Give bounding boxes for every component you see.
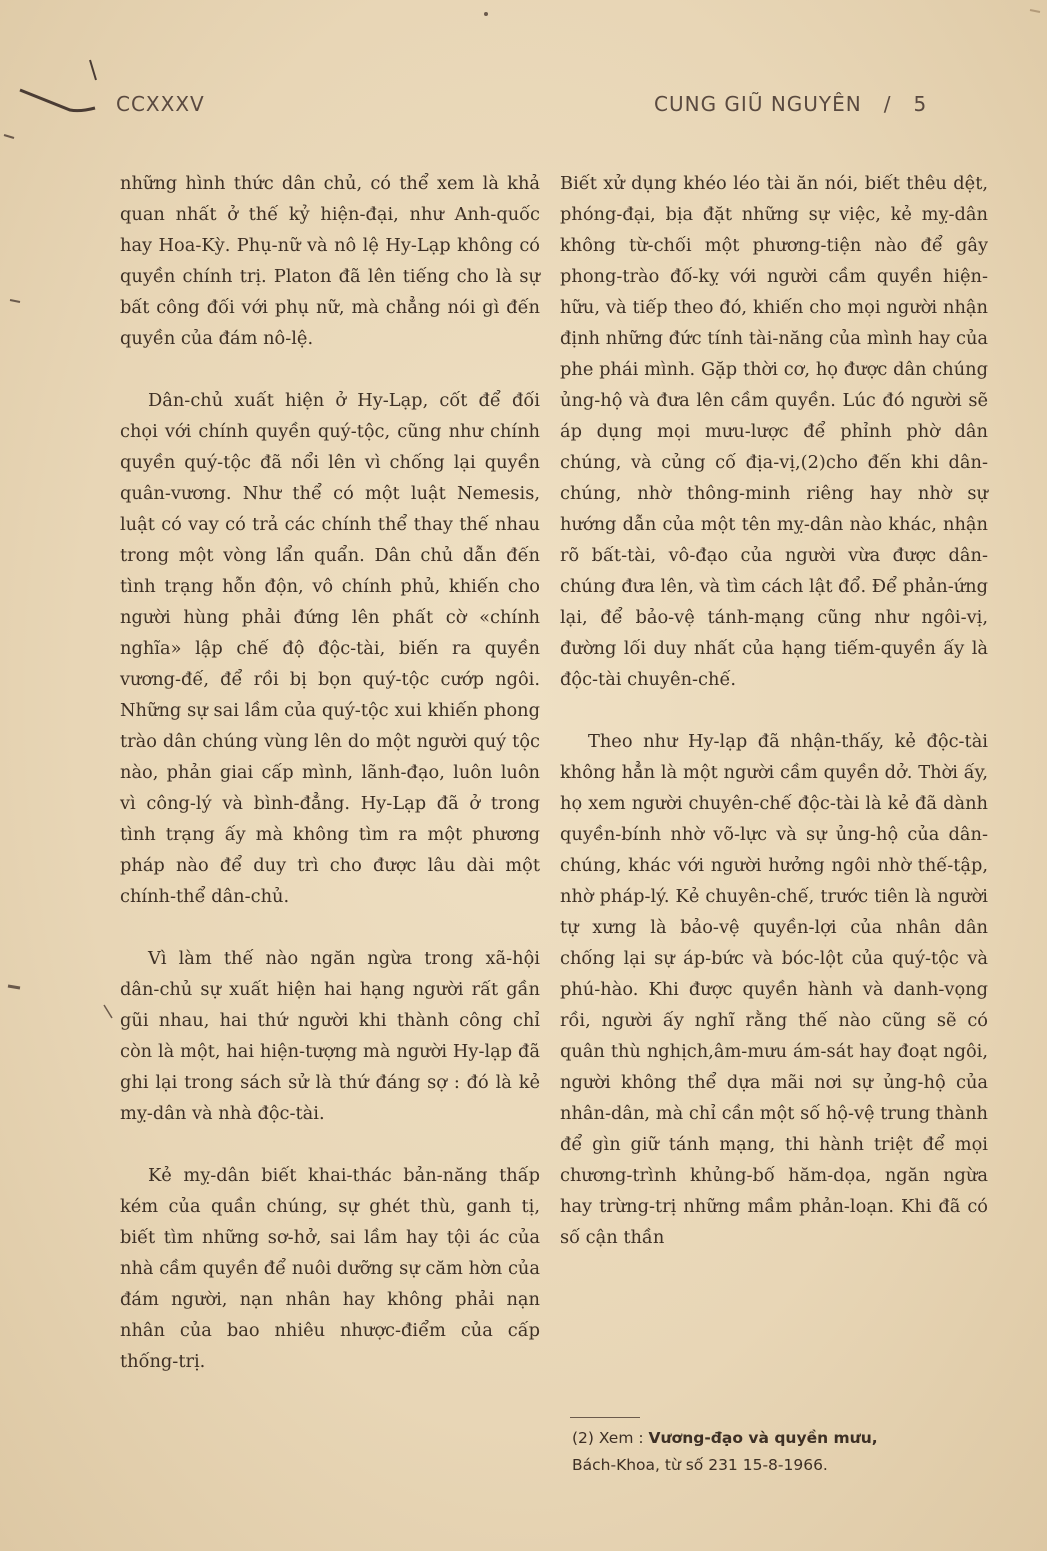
page-number: 5 <box>913 92 928 116</box>
paragraph: Biết xử dụng khéo léo tài ăn nói, biết thêu dệt, phóng-đại, bịa đặt những sự việc, kẻ mỵ-dân không từ-chối một phương-tiện nào để gây phong-trào đố-kỵ với người cầm quyền hiện-hữu, và tiếp theo đó, khiến cho mọi người nhận định những đức tính tài-năng của mình hay của phe phái mình. Gặp thời cơ, họ được dân chúng ủng-hộ và đưa lên cầm quyền. Lúc đó người sẽ áp dụng mọi mưu-lược để phỉnh phờ dân chúng, và củng cố địa-vị,(2)cho đến khi dân-chúng, nhờ thông-minh riêng hay nhờ sự hướng dẫn của một tên mỵ-dân nào khác, nhận rõ bất-tài, vô-đạo của người vừa được dân-chúng đưa lên, và tìm cách lật đổ. Để phản-ứng lại, để bảo-vệ tánh-mạng cũng như ngôi-vị, đường lối duy nhất của hạng tiếm-quyền ấy là độc-tài chuyên-chế. <box>560 173 988 690</box>
right-column <box>560 168 988 1284</box>
footnote-source: Bách-Khoa, từ số 231 15-8-1966. <box>572 1456 828 1474</box>
paragraph: những hình thức dân chủ, có thể xem là khả quan nhất ở thế kỷ hiện-đại, như Anh-quốc hay Hoa-Kỳ. Phụ-nữ và nô lệ Hy-Lạp không có quyền chính trị. Platon đã lên tiếng cho là sự bất công đối với phụ nữ, mà chẳng nói gì đến quyền của đám nô-lệ. <box>120 173 540 349</box>
footnote <box>572 1425 992 1479</box>
paragraph: Dân-chủ xuất hiện ở Hy-Lạp, cốt để đối chọi với chính quyền quý-tộc, cũng như chính quyền quý-tộc đã nổi lên vì chống lại quyền quân-vương. Như thể có một luật Nemesis, luật có vay có trả các chính thể thay thế nhau trong một vòng lẩn quẩn. Dân chủ dẫn đến tình trạng hỗn độn, vô chính phủ, khiến cho người hùng phải đứng lên phất cờ «chính nghĩa» lập chế độ độc-tài, biến ra quyền vương-đế, để rồi bị bọn quý-tộc cướp ngôi. Những sự sai lầm của quý-tộc xui khiến phong trào dân chúng vùng lên do một người quý tộc nào, phản giai cấp mình, lãnh-đạo, luôn luôn vì công-lý và bình-đẳng. Hy-Lạp đã ở trong tình trạng ấy mà không tìm ra một phương pháp nào để duy trì cho được lâu dài một chính-thể dân-chủ. <box>120 390 540 907</box>
footnote-title: Vương-đạo và quyền mưu, <box>648 1429 878 1447</box>
header-separator: / <box>883 92 892 116</box>
paragraph: Theo như Hy-lạp đã nhận-thấy, kẻ độc-tài không hẳn là một người cầm quyền dở. Thời ấy, họ xem người chuyên-chế độc-tài là kẻ đã dành quyền-bính nhờ võ-lực và sự ủng-hộ của dân-chúng, khác với người hưởng ngôi nhờ thế-tập, nhờ pháp-lý. Kẻ chuyên-chế, trước tiên là người tự xưng là bảo-vệ quyền-lợi của nhân dân chống lại sự áp-bức và bóc-lột của quý-tộc và phú-hào. Khi được quyền hành và danh-vọng rồi, người ấy nghĩ rằng thế nào cũng sẽ có quân thù nghịch,âm-mưu ám-sát hay đoạt ngôi, người không thể dựa mãi nơi sự ủng-hộ của nhân-dân, mà chỉ cần một số hộ-vệ trung thành để gìn giữ tánh mạng, thi hành triệt để mọi chương-trình khủng-bố hăm-dọa, ngăn ngừa hay trừng-trị những mầm phản-loạn. Khi đã có số cận thần <box>560 731 988 1248</box>
author-name: CUNG GIŨ NGUYÊN <box>654 92 862 116</box>
running-header <box>0 92 1047 132</box>
issue-number: CCXXXV <box>116 92 205 116</box>
author-page-heading <box>654 92 927 116</box>
paragraph: Vì làm thế nào ngăn ngừa trong xã-hội dân-chủ sự xuất hiện hai hạng người rất gần gũi nhau, hai thứ người khi thành công chỉ còn là một, hai hiện-tượng mà người Hy-lạp đã ghi lại trong sách sử là thứ đáng sợ : đó là kẻ mỵ-dân và nhà độc-tài. <box>120 948 540 1124</box>
footnote-marker: (2) Xem : <box>572 1429 644 1447</box>
left-column <box>120 168 540 1408</box>
footnote-rule <box>570 1417 640 1418</box>
paragraph: Kẻ mỵ-dân biết khai-thác bản-năng thấp kém của quần chúng, sự ghét thù, ganh tị, biết tìm những sơ-hở, sai lầm hay tội ác của nhà cầm quyền để nuôi dưỡng sự căm hờn của đám người, nạn nhân hay không phải nạn nhân của bao nhiêu nhược-điểm của cấp thống-trị. <box>120 1165 540 1372</box>
